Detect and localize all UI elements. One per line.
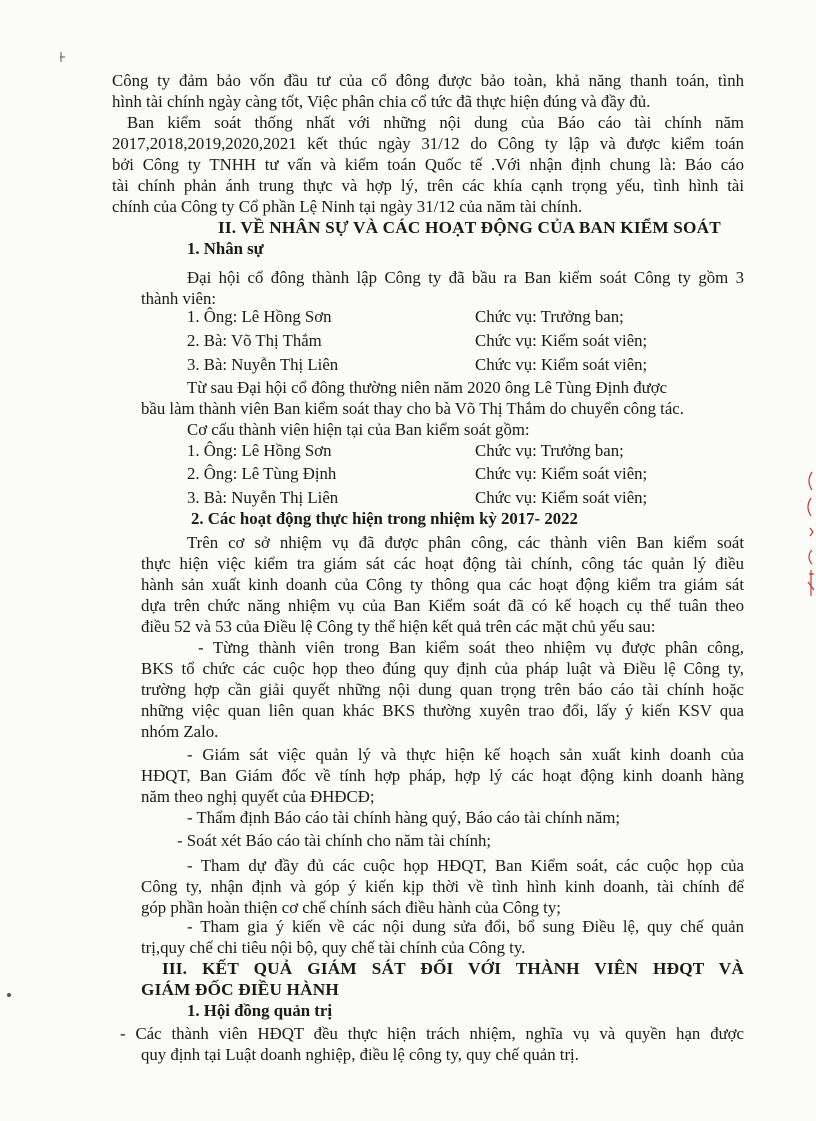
bullet1-line-1: - Từng thành viên trong Ban kiểm soát theo nhiệm vụ được phân công, [198,638,744,657]
member-current-3-name: 3. Bà: Nuyễn Thị Liên [187,488,339,507]
bullet6-line-2: trị,quy chế chi tiêu nội bộ, quy chế tài chính của Công ty. [141,938,526,957]
member-current-2-name: 2. Ông: Lê Tùng Định [187,464,337,483]
subsection-1-title: 1. Nhân sự [187,239,264,258]
member-current-1-name: 1. Ông: Lê Hồng Sơn [187,441,332,460]
bullet1-line-5: nhóm Zalo. [141,722,219,741]
para2-line-4: tài chính phản ánh trung thực và hợp lý, trên các khía cạnh trọng yếu, tình hình tài [112,176,744,195]
bullet2-line-1: - Giám sát việc quản lý và thực hiện kế hoạch sản xuất kinh doanh của [187,745,744,764]
member-initial-3-name: 3. Bà: Nuyễn Thị Liên [187,355,339,374]
member-current-3-role: Chức vụ: Kiểm soát viên; [475,488,648,507]
red-stamp-edge-icon [798,470,816,600]
section-3-title-line-1: III. KẾT QUẢ GIÁM SÁT ĐỐI VỚI THÀNH VIÊN HĐQT VÀ [162,959,744,978]
activities-line-2: thực hiện việc kiểm tra giám sát các hoạt động tài chính, công tác quản lý điều [141,554,744,573]
subsection-3-title: 1. Hội đồng quản trị [187,1001,333,1020]
para1-line-1: Công ty đảm bảo vốn đầu tư của cổ đông được bảo toàn, khả năng thanh toán, tình [112,71,744,90]
change-line-1: Từ sau Đại hội cổ đông thường niên năm 2020 ông Lê Tùng Định được [187,378,668,397]
hdqt-line-2: quy định tại Luật doanh nghiệp, điều lệ công ty, quy chế quản trị. [141,1045,579,1064]
bullet1-line-3: trường hợp cần giải quyết những nội dung quan trọng trên báo cáo tài chính hoặc [141,680,744,699]
bullet1-line-4: những việc quan liên quan khác BKS thường xuyên trao đổi, lấy ý kiến KSV qua [141,701,744,720]
bullet2-line-3: năm theo nghị quyết của ĐHĐCĐ; [141,787,375,806]
change-line-3: Cơ cấu thành viên hiện tại của Ban kiểm soát gồm: [187,420,530,439]
nhansu-intro-line-2: thành viên: [141,289,217,308]
activities-line-4: dựa trên chức năng nhiệm vụ của Ban Kiểm soát đã có kế hoạch cụ thể tuân theo [141,596,744,615]
para2-line-2: 2017,2018,2019,2020,2021 kết thúc ngày 31/12 do Công ty lập và được kiểm toán [112,134,744,153]
member-initial-2-name: 2. Bà: Võ Thị Thắm [187,331,322,350]
bullet5-line-2: Công ty, nhận định và góp ý kiến kịp thời về tình hình kinh doanh, tài chính để [141,877,744,896]
activities-line-5: điều 52 và 53 của Điều lệ Công ty thể hiện kết quả trên các mặt chủ yếu sau: [141,617,656,636]
bullet2-line-2: HĐQT, Ban Giám đốc về tính hợp pháp, hợp lý các hoạt động kinh doanh hàng [141,766,744,785]
bullet4-line: - Soát xét Báo cáo tài chính cho năm tài chính; [177,831,492,850]
activities-line-3: hành sản xuất kinh doanh của Công ty thông qua các hoạt động kiểm tra giám sát [141,575,744,594]
subsection-2-title: 2. Các hoạt động thực hiện trong nhiệm kỳ 2017- 2022 [191,509,578,528]
bullet5-line-3: góp phần hoàn thiện cơ chế chính sách điều hành của Công ty; [141,898,561,917]
bullet5-line-1: - Tham dự đầy đủ các cuộc họp HĐQT, Ban Kiểm soát, các cuộc họp của [187,856,744,875]
activities-line-1: Trên cơ sở nhiệm vụ đã được phân công, các thành viên Ban kiểm soát [187,533,744,552]
member-current-1-role: Chức vụ: Trưởng ban; [475,441,624,460]
scan-dot-icon [7,993,11,997]
para2-line-1: Ban kiểm soát thống nhất với những nội dung của Báo cáo tài chính năm [127,113,744,132]
para2-line-5: chính của Công ty Cổ phần Lệ Ninh tại ngày 31/12 của năm tài chính. [112,197,583,216]
member-initial-1-name: 1. Ông: Lê Hồng Sơn [187,307,332,326]
bullet1-line-2: BKS tổ chức các cuộc họp theo đúng quy định của pháp luật và Điều lệ Công ty, [141,659,744,678]
section-2-title: II. VỀ NHÂN SỰ VÀ CÁC HOẠT ĐỘNG CỦA BAN KIỂM SOÁT [218,218,721,237]
member-initial-3-role: Chức vụ: Kiểm soát viên; [475,355,648,374]
para2-line-3: bởi Công ty TNHH tư vấn và kiểm toán Quốc tế .Với nhận định chung là: Báo cáo [112,155,744,174]
member-initial-2-role: Chức vụ: Kiểm soát viên; [475,331,648,350]
bullet6-line-1: - Tham gia ý kiến về các nội dung sửa đổi, bổ sung Điều lệ, quy chế quản [187,917,744,936]
member-initial-1-role: Chức vụ: Trưởng ban; [475,307,624,326]
nhansu-intro-line-1: Đại hội cổ đông thành lập Công ty đã bầu ra Ban kiểm soát Công ty gồm 3 [187,268,744,287]
member-current-2-role: Chức vụ: Kiểm soát viên; [475,464,648,483]
scan-mark-icon [60,52,66,62]
section-3-title-line-2: GIÁM ĐỐC ĐIỀU HÀNH [141,980,339,999]
hdqt-line-1: - Các thành viên HĐQT đều thực hiện trách nhiệm, nghĩa vụ và quyền hạn được [120,1024,744,1043]
para1-line-2: hình tài chính ngày càng tốt, Việc phân chia cổ tức đã thực hiện đúng và đầy đủ. [112,92,651,111]
bullet3-line: - Thẩm định Báo cáo tài chính hàng quý, Báo cáo tài chính năm; [187,808,621,827]
change-line-2: bầu làm thành viên Ban kiểm soát thay cho bà Võ Thị Thắm do chuyển công tác. [141,399,684,418]
